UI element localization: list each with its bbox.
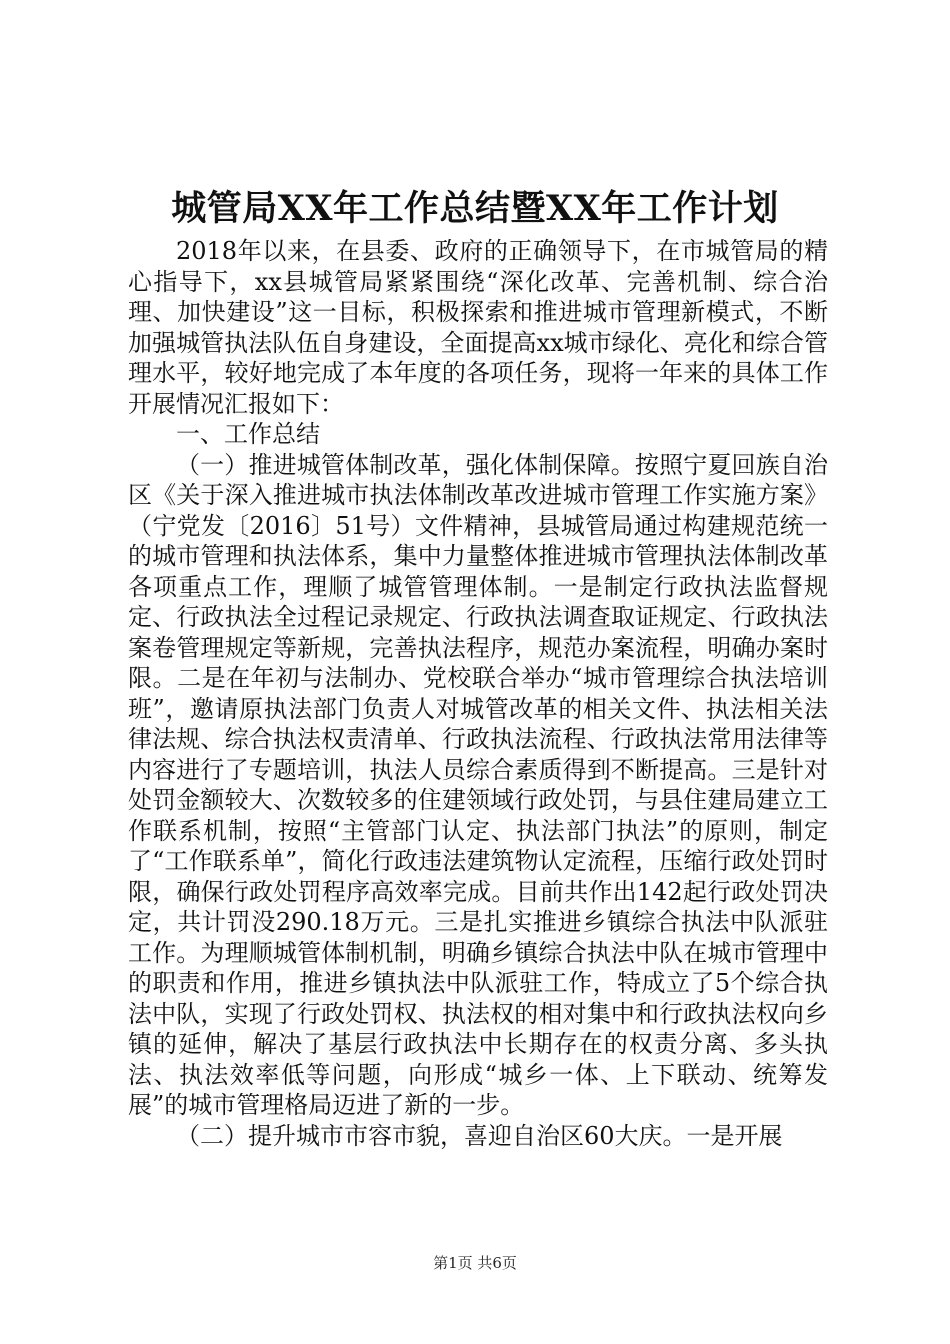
document-title: 城管局XX年工作总结暨XX年工作计划 [171,188,779,229]
subsection-paragraph-1: （一）推进城管体制改革，强化体制保障。按照宁夏回族自治区《关于深入推进城市执法体制改革改进城市管理工作实施方案》（宁党发〔2016〕51号）文件精神，县城管局通过构建规范统一的城市管理和执法体系，集中力量整体推进城市管理执法体制改革各项重点工作，理顺了城管管理体制。一是制定行政执法监督规定、行政执法全过程记录规定、行政执法调查取证规定、行政执法案卷管理规定等新规，完善执法程序，规范办案流程，明确办案时限。二是在年初与法制办、党校联合举办“城市管理综合执法培训班”，邀请原执法部门负责人对城管改革的相关文件、执法相关法律法规、综合执法权责清单、行政执法流程、行政执法常用法律等内容进行了专题培训，执法人员综合素质得到不断提高。三是针对处罚金额较大、次数较多的住建领域行政处罚，与县住建局建立工作联系机制，按照“主管部门认定、执法部门执法”的原则，制定了“工作联系单”，简化行政违法建筑物认定流程，压缩行政处罚时限，确保行政处罚程序高效率完成。目前共作出142起行政处罚决定，共计罚没290.18万元。三是扎实推进乡镇综合执法中队派驻工作。为理顺城管体制机制，明确乡镇综合执法中队在城市管理中的职责和作用，推进乡镇执法中队派驻工作，特成立了5个综合执法中队，实现了行政处罚权、执法权的相对集中和行政执法权向乡镇的延伸，解决了基层行政执法中长期存在的权责分离、多头执法、执法效率低等问题，向形成“城乡一体、上下联动、统筹发展”的城市管理格局迈进了新的一步。 [128,450,828,1119]
page-footer: 第1页 共6页 [433,1254,517,1272]
section-heading: 一、工作总结 [176,420,320,448]
subsection-paragraph-2: （二）提升城市市容市貌，喜迎自治区60大庆。一是开展 [176,1121,783,1150]
document-body [128,236,828,1151]
intro-paragraph: 2018年以来，在县委、政府的正确领导下，在市城管局的精心指导下，xx县城管局紧紧围绕“深化改革、完善机制、综合治理、加快建设”这一目标，积极探索和推进城市管理新模式，不断加强城管执法队伍自身建设，全面提高xx城市绿化、亮化和综合管理水平，较好地完成了本年度的各项任务，现将一年来的具体工作开展情况汇报如下： [128,237,828,418]
